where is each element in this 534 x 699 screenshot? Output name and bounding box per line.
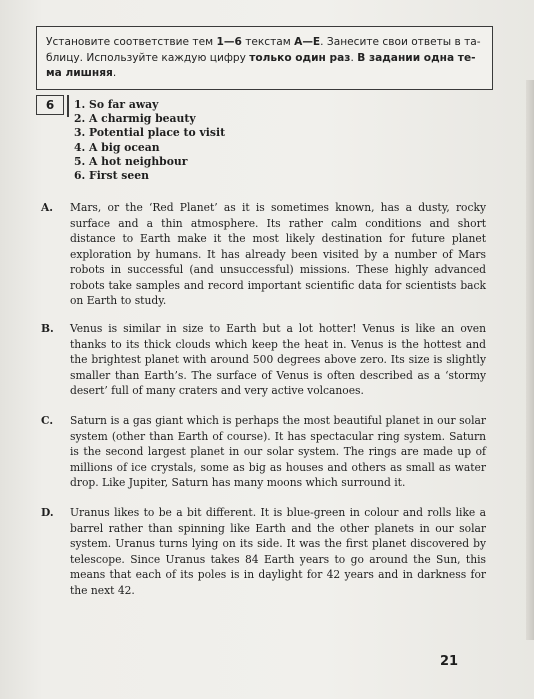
instruction-part5: . [112, 67, 117, 79]
question-divider [67, 95, 69, 117]
instruction-part2: текстам [241, 36, 295, 48]
text-c [41, 413, 486, 491]
page-edge [526, 80, 534, 640]
text-body: Mars, or the ‘Red Planet’ as it is sometimes known, has a dusty, rocky surface and a thin atmosphere. Its rather calm conditions and short distance to Earth make it the most likely destination for future planet exploration by humans. It has already been visited by a number of Mars robots in successful (and unsuccessful) missions. These highly advanced robots take samples and record important scientific data for scientists back on Earth to study. [70, 201, 486, 307]
page-number: 21 [440, 654, 459, 669]
topic-item: 2. A charmig beauty [74, 112, 196, 126]
text-b [41, 321, 486, 399]
text-a [41, 200, 486, 309]
text-body: Saturn is a gas giant which is perhaps the most beautiful planet in our solar system (other than Earth of course). It has spectacular ring system. Saturn is the second largest planet in our solar system. The rings are made up of millions of ice crystals, some as big as houses and others as small as water drop. Like Jupiter, Saturn has many moons which surround it. [70, 414, 486, 489]
instruction-part1: Установите соответствие тем [46, 36, 217, 48]
topic-list [74, 98, 225, 183]
instruction-range: 1—6 [216, 36, 242, 48]
instruction-once: только один раз [249, 51, 351, 64]
text-d [41, 505, 486, 598]
text-letter: C. [41, 414, 54, 427]
text-body: Uranus likes to be a bit different. It is blue-green in colour and rolls like a barrel rather than spinning like Earth and the other planets in our solar system. Uranus turns lying on its side. It was the first planet discovered by telescope. Since Uranus takes 84 Earth years to go around the Sun, this means that each of its poles is in daylight for 42 years and in darkness for the next 42. [70, 506, 486, 597]
question-number: 6 [36, 95, 64, 115]
text-letter: A. [41, 201, 54, 214]
instruction-extra: В задании одна те-ма лишняя [46, 51, 476, 79]
topic-item: 4. A big ocean [74, 140, 160, 154]
instruction-part4: . [350, 51, 358, 64]
topic-item: 5. A hot neighbour [74, 154, 188, 168]
topic-item: 3. Potential place to visit [74, 126, 226, 140]
text-letter: B. [41, 322, 54, 335]
text-letter: D. [41, 506, 54, 519]
topic-item: 6. First seen [74, 169, 149, 183]
instruction-letters: А—Е [294, 36, 321, 48]
instruction-part3: . Занесите свои ответы в та-блицу. Используйте каждую цифру [46, 36, 481, 64]
text-body: Venus is similar in size to Earth but a lot hotter! Venus is like an oven thanks to its thick clouds which keep the heat in. Venus is the hottest and the brightest planet with around 500 degrees above zero. Its size is slightly smaller than Earth’s. The surface of Venus is often described as a ‘stormy desert’ full of many craters and very active volcanoes. [70, 322, 486, 397]
topic-item: 1. So far away [74, 98, 159, 111]
instruction-box [36, 26, 493, 90]
